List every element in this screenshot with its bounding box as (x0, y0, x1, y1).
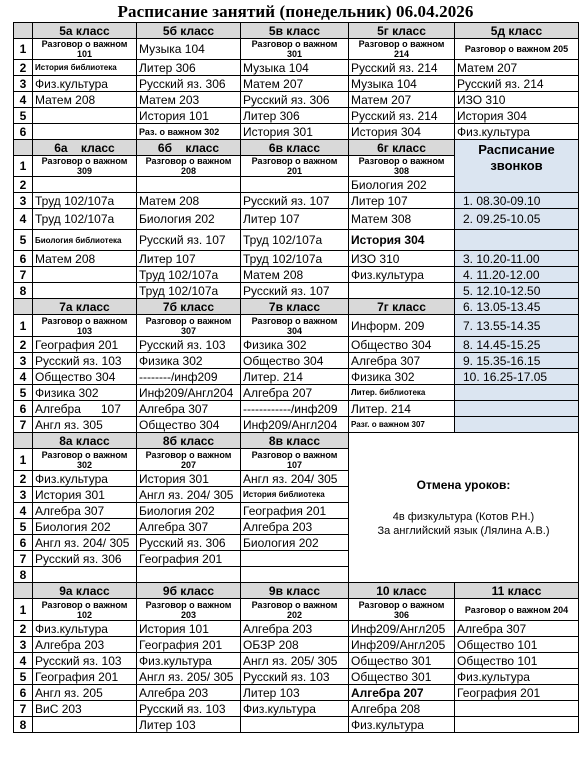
lesson-cell: Литер 103 (137, 717, 241, 733)
lesson-number: 6 (14, 685, 33, 701)
table-row (14, 353, 579, 369)
lesson-cell (455, 701, 579, 717)
lesson-cell: Литер. библиотека (349, 385, 455, 401)
lesson-cell: История 101 (137, 108, 241, 124)
class-header: 9в класс (241, 583, 349, 599)
lesson-number: 4 (14, 209, 33, 230)
header-row-7 (14, 299, 579, 315)
lesson-cell: Алгебра 203 (241, 519, 349, 535)
lesson-cell: Физ.культура (241, 701, 349, 717)
lesson-number: 6 (14, 535, 33, 551)
lesson-cell: Музыка 104 (241, 60, 349, 76)
lesson-cell: Физика 302 (137, 353, 241, 369)
lesson-cell: География 201 (137, 551, 241, 567)
lesson-cell: Труд 102/107а (137, 267, 241, 283)
lesson-number: 7 (14, 417, 33, 433)
lesson-cell: Алгебра 203 (241, 621, 349, 637)
lesson-cell (33, 717, 137, 733)
bell-row: 1. 08.30-09.10 (455, 193, 579, 209)
lesson-cell: Биология 202 (137, 503, 241, 519)
lesson-cell: Биология библиотека (33, 230, 137, 251)
lesson-cell: Алгебра 307 (137, 401, 241, 417)
lesson-cell: Биология 202 (349, 177, 455, 193)
lesson-cell (349, 283, 455, 299)
lesson-cell: География 201 (33, 337, 137, 353)
lesson-number: 6 (14, 124, 33, 140)
lesson-cell: Англ яз. 205 (33, 685, 137, 701)
lesson-cell: Литер 306 (241, 108, 349, 124)
lesson-cell: Русский яз. 107 (241, 193, 349, 209)
lesson-cell: Разговор о важном 306 (349, 599, 455, 621)
table-row (14, 417, 579, 433)
lesson-cell: Музыка 104 (349, 76, 455, 92)
lesson-cell (33, 177, 137, 193)
lesson-cell: История 304 (349, 124, 455, 140)
lesson-number: 7 (14, 701, 33, 717)
lesson-cell: Литер 107 (241, 209, 349, 230)
lesson-cell: Матем 208 (241, 267, 349, 283)
lesson-cell (455, 717, 579, 733)
lesson-cell: Матем 207 (455, 60, 579, 76)
lesson-cell: Общество 304 (349, 337, 455, 353)
lesson-cell: Русский яз. 306 (241, 92, 349, 108)
table-row (14, 599, 579, 621)
lesson-cell: Физ.культура (137, 653, 241, 669)
lesson-cell: Труд 102/107а (241, 230, 349, 251)
lesson-cell: Разговор о важном 301 (241, 39, 349, 60)
lesson-cell (137, 177, 241, 193)
lesson-cell: Труд 102/107а (33, 193, 137, 209)
lesson-number: 1 (14, 315, 33, 337)
lesson-number: 5 (14, 230, 33, 251)
bell-row: 3. 10.20-11.00 (455, 251, 579, 267)
lesson-cell: Музыка 104 (137, 39, 241, 60)
lesson-cell: Труд 102/107а (137, 283, 241, 299)
lesson-number: 8 (14, 283, 33, 299)
lesson-cell: Разговор о важном 202 (241, 599, 349, 621)
class-header: 10 класс (349, 583, 455, 599)
lesson-cell: Разговор о важном 214 (349, 39, 455, 60)
lesson-cell: Биология 202 (137, 209, 241, 230)
lesson-cell: Русский яз. 306 (137, 76, 241, 92)
lesson-cell (137, 567, 241, 583)
table-row (14, 701, 579, 717)
lesson-cell: История 304 (349, 230, 455, 251)
header-row-6 (14, 140, 579, 156)
lesson-cell: Разговор о важном 208 (137, 156, 241, 177)
table-row (14, 669, 579, 685)
lesson-cell: Биология 202 (33, 519, 137, 535)
class-header: 8в класс (241, 433, 349, 449)
lesson-cell: Биология 202 (241, 535, 349, 551)
lesson-cell: Англ яз. 204/ 305 (33, 535, 137, 551)
table-row (14, 653, 579, 669)
lesson-cell: Англ яз. 204/ 305 (241, 471, 349, 487)
lesson-number: 6 (14, 251, 33, 267)
header-row-8 (14, 433, 579, 449)
class-header: 7г класс (349, 299, 455, 315)
lesson-cell: Разговор о важном 103 (33, 315, 137, 337)
table-row (14, 315, 579, 337)
lesson-number: 5 (14, 669, 33, 685)
lesson-cell: Физика 302 (241, 337, 349, 353)
lesson-number: 6 (14, 401, 33, 417)
lesson-cell: Общество 101 (455, 653, 579, 669)
lesson-cell: Физ.культура (33, 471, 137, 487)
table-row (14, 39, 579, 60)
table-row (14, 193, 579, 209)
lesson-cell: Англ яз. 305 (33, 417, 137, 433)
lesson-cell: Литер 103 (241, 685, 349, 701)
class-header: 5в класс (241, 23, 349, 39)
lesson-cell: Литер 107 (349, 193, 455, 209)
cancellation-line: За английский язык (Лялина А.В.) (377, 524, 550, 537)
table-row (14, 337, 579, 353)
lesson-cell: Общество 304 (33, 369, 137, 385)
lesson-cell: Алгебра 107 (33, 401, 137, 417)
lesson-cell: ОБЗР 208 (241, 637, 349, 653)
lesson-number: 2 (14, 337, 33, 353)
lesson-cell: ВиС 203 (33, 701, 137, 717)
lesson-cell: Физ.культура (455, 669, 579, 685)
lesson-cell: История 304 (455, 108, 579, 124)
cancellations-title: Отмена уроков: (416, 477, 511, 492)
lesson-cell: Физика 302 (33, 385, 137, 401)
bell-row (455, 177, 579, 193)
lesson-cell: Русский яз. 214 (349, 108, 455, 124)
lesson-cell: Разговор о важном 203 (137, 599, 241, 621)
cancellation-line: 4в физкультура (Котов Р.Н.) (392, 510, 535, 523)
lesson-number: 2 (14, 471, 33, 487)
lesson-cell: Матем 207 (349, 92, 455, 108)
lesson-cell: История 301 (137, 471, 241, 487)
lesson-cell: Физ.культура (33, 621, 137, 637)
lesson-cell: Труд 102/107а (33, 209, 137, 230)
lesson-number: 2 (14, 60, 33, 76)
class-header: 8а класс (33, 433, 137, 449)
lesson-cell: География 201 (33, 669, 137, 685)
table-row (14, 209, 579, 230)
lesson-number: 1 (14, 39, 33, 60)
lesson-cell: Матем 207 (241, 76, 349, 92)
lesson-cell: Матем 203 (137, 92, 241, 108)
lesson-cell: Алгебра 207 (349, 685, 455, 701)
lesson-cell: Русский яз. 107 (241, 283, 349, 299)
table-row (14, 177, 579, 193)
class-header: 6в класс (241, 140, 349, 156)
lesson-cell: Разговор о важном 308 (349, 156, 455, 177)
bells-title: Расписание звонков (455, 140, 579, 177)
lesson-cell: Англ яз. 204/ 305 (137, 487, 241, 503)
lesson-cell (33, 267, 137, 283)
table-row (14, 76, 579, 92)
table-row (14, 401, 579, 417)
lesson-number: 7 (14, 551, 33, 567)
lesson-cell: Русский яз. 103 (33, 653, 137, 669)
table-row (14, 124, 579, 140)
lesson-cell (33, 124, 137, 140)
class-header: 7а класс (33, 299, 137, 315)
lesson-cell: История библиотека (33, 60, 137, 76)
lesson-cell: Общество 301 (349, 669, 455, 685)
lesson-cell: Общество 304 (241, 353, 349, 369)
class-header: 9а класс (33, 583, 137, 599)
lesson-cell: Русский яз. 306 (137, 535, 241, 551)
table-row (14, 717, 579, 733)
lesson-cell: Матем 308 (349, 209, 455, 230)
lesson-number: 3 (14, 353, 33, 369)
cancellations-box (349, 433, 579, 583)
lesson-cell: Разговор о важном 102 (33, 599, 137, 621)
lesson-cell: ИЗО 310 (455, 92, 579, 108)
class-header: 5б класс (137, 23, 241, 39)
class-header: 6г класс (349, 140, 455, 156)
lesson-cell (241, 177, 349, 193)
table-row (14, 92, 579, 108)
lesson-cell: ИЗО 310 (349, 251, 455, 267)
lesson-cell: Алгебра 307 (349, 353, 455, 369)
lesson-cell: Алгебра 207 (241, 385, 349, 401)
lesson-cell: Разговор о важном 204 (455, 599, 579, 621)
lesson-cell: Литер. 214 (241, 369, 349, 385)
bell-row (455, 230, 579, 251)
lesson-cell (241, 551, 349, 567)
lesson-number: 4 (14, 92, 33, 108)
lesson-cell: География 201 (455, 685, 579, 701)
lesson-number: 7 (14, 267, 33, 283)
bell-row (455, 417, 579, 433)
lesson-cell: Разговор о важном 302 (33, 449, 137, 471)
lesson-number: 1 (14, 156, 33, 177)
lesson-cell: Инф209/Англ204 (137, 385, 241, 401)
lesson-number: 8 (14, 717, 33, 733)
lesson-number: 2 (14, 177, 33, 193)
lesson-cell: Физ.культура (349, 717, 455, 733)
lesson-cell: Алгебра 208 (349, 701, 455, 717)
lesson-cell: Разговор о важном 205 (455, 39, 579, 60)
lesson-cell (33, 567, 137, 583)
lesson-cell: Алгебра 307 (33, 503, 137, 519)
lesson-cell: ------------/инф209 (241, 401, 349, 417)
class-header: 7в класс (241, 299, 349, 315)
lesson-cell (33, 283, 137, 299)
lesson-cell (241, 567, 349, 583)
lesson-cell: Русский яз. 103 (33, 353, 137, 369)
lesson-cell: История 301 (33, 487, 137, 503)
bell-row (455, 385, 579, 401)
lesson-cell (33, 108, 137, 124)
lesson-number: 5 (14, 519, 33, 535)
table-row (14, 621, 579, 637)
lesson-number: 2 (14, 621, 33, 637)
lesson-cell: Разговор о важном 304 (241, 315, 349, 337)
lesson-cell: Разговор о важном 207 (137, 449, 241, 471)
lesson-cell: Русский яз. 107 (137, 230, 241, 251)
lesson-number: 3 (14, 193, 33, 209)
lesson-number: 4 (14, 653, 33, 669)
lesson-cell: Инф209/Англ204 (241, 417, 349, 433)
lesson-cell: История библиотека (241, 487, 349, 503)
lesson-number: 1 (14, 599, 33, 621)
lesson-cell: Алгебра 307 (137, 519, 241, 535)
class-header: 11 класс (455, 583, 579, 599)
lesson-number: 1 (14, 449, 33, 471)
lesson-cell: Англ яз. 205/ 305 (241, 653, 349, 669)
bell-row (455, 401, 579, 417)
table-row (14, 230, 579, 251)
lesson-cell: Инф209/Англ205 (349, 621, 455, 637)
lesson-cell: История 101 (137, 621, 241, 637)
lesson-cell: Матем 208 (33, 251, 137, 267)
lesson-cell: История 301 (241, 124, 349, 140)
lesson-number: 5 (14, 108, 33, 124)
lesson-cell: Общество 301 (349, 653, 455, 669)
lesson-cell: Русский яз. 214 (455, 76, 579, 92)
table-row (14, 369, 579, 385)
lesson-cell: Алгебра 203 (33, 637, 137, 653)
class-header: 5г класс (349, 23, 455, 39)
bell-row: 6. 13.05-13.45 (455, 299, 579, 315)
lesson-cell: Разговор о важном 201 (241, 156, 349, 177)
table-row (14, 60, 579, 76)
lesson-cell: Физ.культура (455, 124, 579, 140)
bell-row: 4. 11.20-12.00 (455, 267, 579, 283)
lesson-cell: Матем 208 (137, 193, 241, 209)
lesson-cell: Труд 102/107а (241, 251, 349, 267)
class-header: 5а класс (33, 23, 137, 39)
header-row-9 (14, 583, 579, 599)
class-header: 5д класс (455, 23, 579, 39)
table-row (14, 108, 579, 124)
table-row (14, 267, 579, 283)
table-row (14, 251, 579, 267)
table-row (14, 385, 579, 401)
lesson-cell (241, 717, 349, 733)
table-row (14, 283, 579, 299)
lesson-cell: Литер 306 (137, 60, 241, 76)
schedule-table (13, 22, 579, 733)
lesson-number: 3 (14, 76, 33, 92)
bell-row: 8. 14.45-15.25 (455, 337, 579, 353)
lesson-number: 4 (14, 503, 33, 519)
class-header: 7б класс (137, 299, 241, 315)
lesson-cell: Англ яз. 205/ 305 (137, 669, 241, 685)
bell-row: 2. 09.25-10.05 (455, 209, 579, 230)
bell-row: 7. 13.55-14.35 (455, 315, 579, 337)
lesson-cell: Разговор о важном 107 (241, 449, 349, 471)
lesson-cell: Матем 208 (33, 92, 137, 108)
lesson-cell: Разговор о важном 307 (137, 315, 241, 337)
lesson-cell: Общество 101 (455, 637, 579, 653)
lesson-cell: Физика 302 (349, 369, 455, 385)
lesson-cell: География 201 (137, 637, 241, 653)
lesson-cell: Литер. 214 (349, 401, 455, 417)
lesson-cell: Разг. о важном 307 (349, 417, 455, 433)
lesson-cell: Общество 304 (137, 417, 241, 433)
lesson-cell: Алгебра 307 (455, 621, 579, 637)
lesson-cell: Информ. 209 (349, 315, 455, 337)
lesson-cell: Русский яз. 103 (137, 701, 241, 717)
lesson-cell: Раз. о важном 302 (137, 124, 241, 140)
class-header: 6б класс (137, 140, 241, 156)
lesson-cell: Разговор о важном 101 (33, 39, 137, 60)
header-row-5 (14, 23, 579, 39)
table-row (14, 637, 579, 653)
class-header: 8б класс (137, 433, 241, 449)
bell-row: 5. 12.10-12.50 (455, 283, 579, 299)
lesson-number: 8 (14, 567, 33, 583)
lesson-cell: Русский яз. 214 (349, 60, 455, 76)
class-header: 9б класс (137, 583, 241, 599)
lesson-cell: Инф209/Англ205 (349, 637, 455, 653)
lesson-cell: Алгебра 203 (137, 685, 241, 701)
bell-row: 10. 16.25-17.05 (455, 369, 579, 385)
class-header: 6а класс (33, 140, 137, 156)
lesson-cell: География 201 (241, 503, 349, 519)
lesson-cell: Физ.культура (33, 76, 137, 92)
bell-row: 9. 15.35-16.15 (455, 353, 579, 369)
page-title: Расписание занятий (понедельник) 06.04.2026 (117, 2, 474, 21)
lesson-cell: Разговор о важном 309 (33, 156, 137, 177)
lesson-number: 4 (14, 369, 33, 385)
lesson-cell: Физ.культура (349, 267, 455, 283)
lesson-number: 3 (14, 637, 33, 653)
lesson-number: 3 (14, 487, 33, 503)
lesson-cell: Русский яз. 103 (137, 337, 241, 353)
lesson-cell: --------/инф209 (137, 369, 241, 385)
lesson-cell: Русский яз. 306 (33, 551, 137, 567)
lesson-number: 5 (14, 385, 33, 401)
lesson-cell: Русский яз. 103 (241, 669, 349, 685)
table-row (14, 685, 579, 701)
lesson-cell: Литер 107 (137, 251, 241, 267)
